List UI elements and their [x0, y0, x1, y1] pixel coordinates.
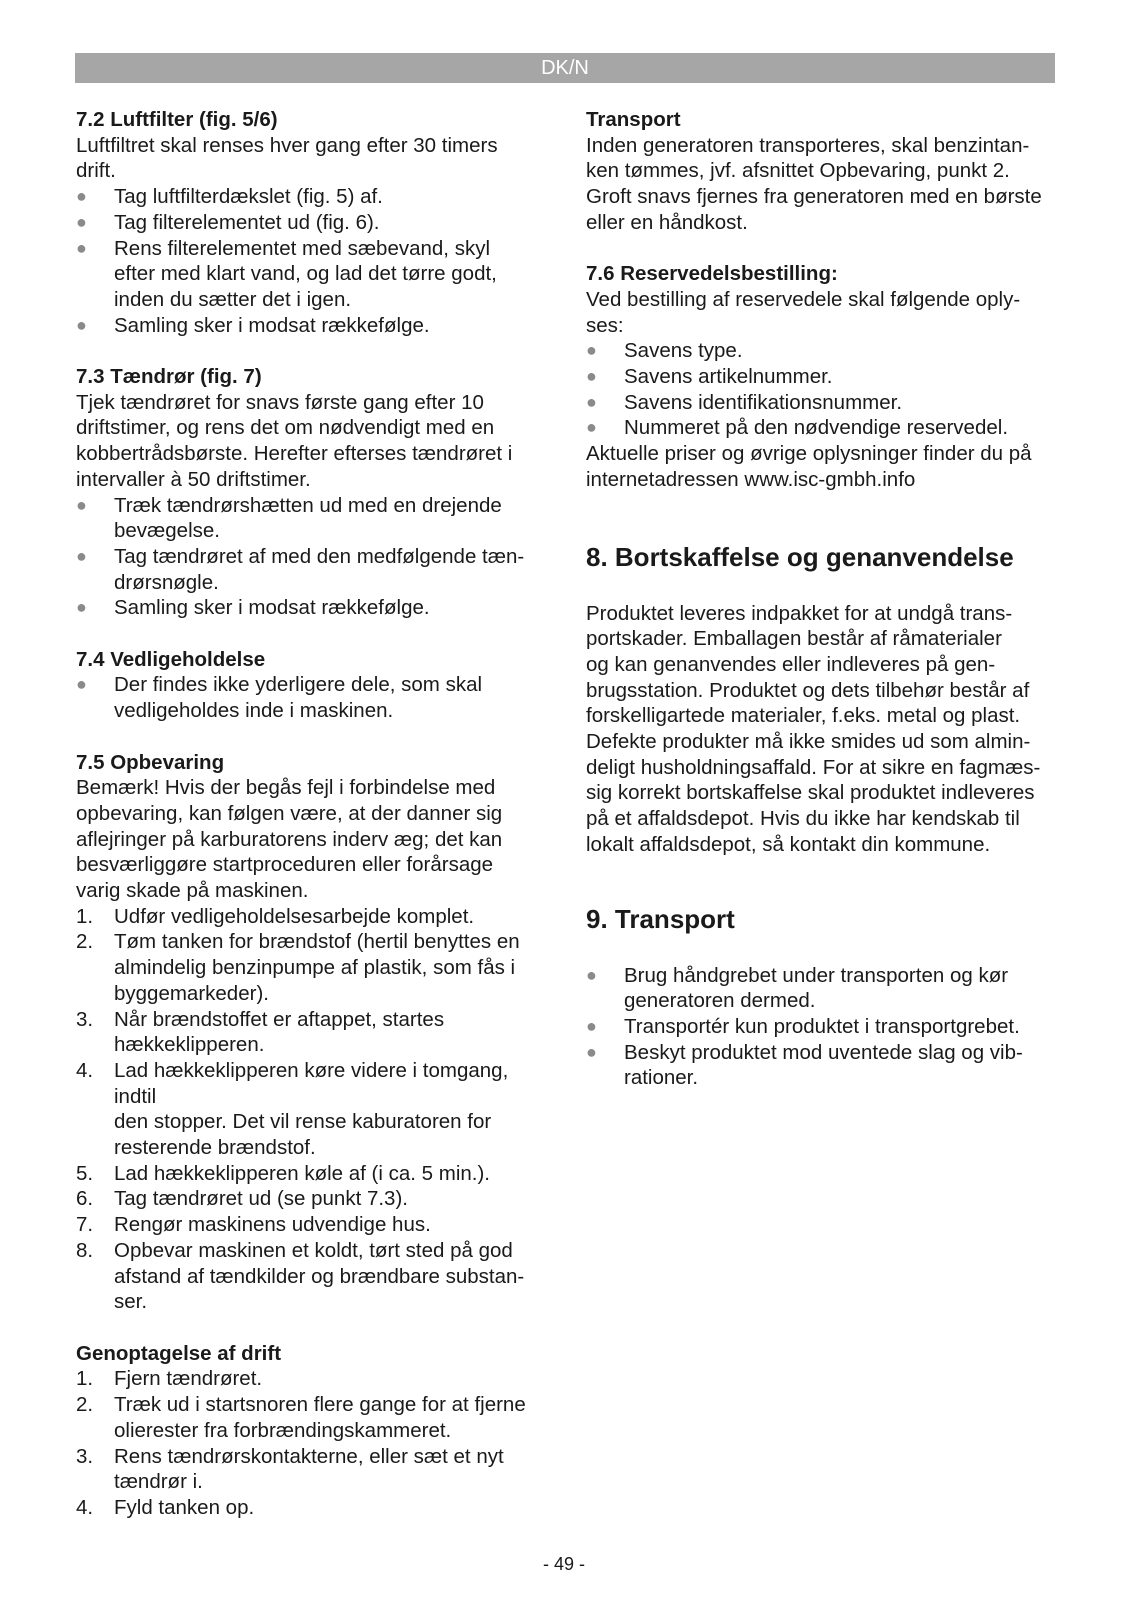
bullet-dot-icon: ●	[586, 417, 597, 438]
page-number: - 49 -	[542, 1554, 585, 1574]
bullet-item: ● Samling sker i modsat rækkefølge.	[76, 313, 430, 337]
paragraph-line: Luftfiltret skal renses hver gang efter 30 timers	[76, 133, 498, 157]
paragraph-line: opbevaring, kan følgen være, at der danner sig	[76, 801, 503, 825]
paragraph-line: Aktuelle priser og øvrige oplysninger finder du på	[586, 442, 1032, 466]
section-heading-transport-sub: Transport	[586, 108, 681, 131]
bullet-dot-icon: ●	[76, 186, 87, 207]
bullet-dot-icon: ●	[586, 340, 597, 361]
paragraph-line: Produktet leveres indpakket for at undgå trans-	[586, 601, 1013, 625]
bullet-item: ● Brug håndgrebet under transporten og kør generatoren dermed.	[586, 963, 1009, 1013]
bullet-dot-icon: ●	[586, 1041, 597, 1062]
bullet-item: ● Der findes ikke yderligere dele, som skal vedligeholdes inde i maskinen.	[76, 673, 483, 723]
bullet-item: ● Transportér kun produktet i transportgrebet.	[586, 1014, 1020, 1038]
section-heading-7-5: 7.5 Opbevaring	[76, 750, 225, 774]
section-heading-resume: Genoptagelse af drift	[76, 1341, 282, 1365]
right-column	[586, 107, 1060, 1091]
paragraph-line: Tjek tændrøret for snavs første gang efter 10	[76, 390, 484, 414]
paragraph-line: eller en håndkost.	[586, 210, 748, 234]
numbered-step: 7. Rengør maskinens udvendige hus.	[76, 1213, 431, 1237]
paragraph-line: Ved bestilling af reservedele skal følgende oply-	[586, 287, 1021, 311]
paragraph-line: Bemærk! Hvis der begås fejl i forbindelse med	[76, 776, 496, 800]
section-heading-7-4: 7.4 Vedligeholdelse	[76, 647, 266, 671]
section-heading-7-2: 7.2 Luftfilter (fig. 5/6)	[76, 108, 278, 131]
numbered-step: 1. Fjern tændrøret.	[76, 1367, 263, 1391]
bullet-item: ● Rens filterelementet med sæbevand, skyl efter med klart vand, og lad det tørre godt, inden du sætter det i igen.	[76, 236, 497, 311]
paragraph-line: Defekte produkter må ikke smides ud som almin-	[586, 730, 1031, 754]
chapter-heading-9: 9. Transport	[586, 903, 735, 934]
language-header-bar	[75, 53, 1055, 83]
bullet-item: ● Træk tændrørshætten ud med en drejende bevægelse.	[76, 493, 502, 543]
bullet-dot-icon: ●	[76, 597, 87, 618]
bullet-dot-icon: ●	[76, 237, 87, 258]
paragraph-line: aflejringer på karburatorens inderv æg; det kan	[76, 827, 503, 851]
bullet-item: ● Tag filterelementet ud (fig. 6).	[76, 210, 380, 234]
paragraph-line: forskelligartede materialer, f.eks. metal og plast.	[586, 704, 1021, 728]
chapter-heading-8: 8. Bortskaffelse og genanvendelse	[586, 541, 1014, 572]
paragraph-line: og kan genanvendes eller indleveres på gen-	[586, 652, 996, 676]
numbered-step: 4. Fyld tanken op.	[76, 1495, 255, 1519]
paragraph-line: deligt husholdningsaffald. For at sikre en fagmæs-	[586, 755, 1041, 779]
paragraph-line: portskader. Emballagen består af råmaterialer	[586, 627, 1002, 651]
paragraph-line: varig skade på maskinen.	[76, 879, 309, 903]
numbered-step: 3. Rens tændrørskontakterne, eller sæt et nyt tændrør i.	[76, 1444, 504, 1494]
left-column	[76, 107, 546, 1521]
bullet-item: ● Savens type.	[586, 339, 743, 363]
bullet-item: ● Tag luftfilterdækslet (fig. 5) af.	[76, 185, 383, 209]
bullet-dot-icon: ●	[76, 211, 87, 232]
paragraph-line: drift.	[76, 159, 116, 183]
numbered-step: 2. Tøm tanken for brændstof (hertil benyttes en almindelig benzinpumpe af plastik, som fås i byggemarkeder).	[76, 930, 520, 1005]
paragraph-line: kobbertrådsbørste. Herefter efterses tændrøret i	[76, 442, 513, 466]
numbered-step: 2. Træk ud i startsnoren flere gange for at fjerne olierester fra forbrændingskammeret.	[76, 1393, 526, 1442]
bullet-item: ● Nummeret på den nødvendige reservedel.	[586, 416, 1009, 440]
bullet-dot-icon: ●	[76, 674, 87, 695]
paragraph-line: sig korrekt bortskaffelse skal produktet indleveres	[586, 781, 1035, 805]
bullet-dot-icon: ●	[76, 494, 87, 515]
language-code: DK/N	[541, 57, 589, 79]
paragraph-line: lokalt affaldsdepot, så kontakt din kommune.	[586, 832, 991, 856]
bullet-item: ● Savens artikelnummer.	[586, 365, 833, 389]
numbered-step: 8. Opbevar maskinen et koldt, tørt sted på god afstand af tændkilder og brændbare substan- ser.	[76, 1238, 525, 1314]
bullet-dot-icon: ●	[76, 545, 87, 566]
paragraph-line: Groft snavs fjernes fra generatoren med en børste	[586, 185, 1042, 209]
paragraph-line: Inden generatoren transporteres, skal benzintan-	[586, 133, 1030, 157]
bullet-dot-icon: ●	[586, 964, 597, 985]
bullet-dot-icon: ●	[586, 366, 597, 387]
paragraph-line: internetadressen www.isc-gmbh.info	[586, 467, 916, 491]
numbered-step: 1. Udfør vedligeholdelsesarbejde komplet.	[76, 904, 475, 928]
bullet-item: ● Samling sker i modsat rækkefølge.	[76, 596, 430, 620]
paragraph-line: intervaller à 50 driftstimer.	[76, 467, 311, 491]
paragraph-line: brugsstation. Produktet og dets tilbehør består af	[586, 678, 1030, 702]
bullet-dot-icon: ●	[586, 391, 597, 412]
paragraph-line: driftstimer, og rens det om nødvendigt med en	[76, 416, 495, 440]
bullet-item: ● Tag tændrøret af med den medfølgende tæn- drørsnøgle.	[76, 544, 525, 594]
numbered-step: 3. Når brændstoffet er aftappet, startes hækkeklipperen.	[76, 1007, 445, 1057]
bullet-dot-icon: ●	[76, 314, 87, 335]
paragraph-line: besværliggøre startproceduren eller forårsage	[76, 853, 494, 877]
bullet-item: ● Beskyt produktet mod uventede slag og vib- rationer.	[586, 1040, 1023, 1090]
paragraph-line: ken tømmes, jvf. afsnittet Opbevaring, punkt 2.	[586, 159, 1010, 183]
bullet-item: ● Savens identifikationsnummer.	[586, 390, 903, 414]
section-heading-7-6: 7.6 Reservedelsbestilling:	[586, 262, 838, 286]
numbered-step: 4. Lad hækkeklipperen køre videre i tomgang, indtil den stopper. Det vil rense kaburatoren for resterende brændstof.	[76, 1058, 509, 1160]
section-heading-7-3: 7.3 Tændrør (fig. 7)	[76, 365, 262, 389]
paragraph-line: ses:	[586, 313, 624, 337]
bullet-dot-icon: ●	[586, 1015, 597, 1036]
paragraph-line: på et affaldsdepot. Hvis du ikke har kendskab til	[586, 807, 1020, 831]
numbered-step: 6. Tag tændrøret ud (se punkt 7.3).	[76, 1187, 408, 1211]
numbered-step: 5. Lad hækkeklipperen køle af (i ca. 5 min.).	[76, 1161, 490, 1185]
